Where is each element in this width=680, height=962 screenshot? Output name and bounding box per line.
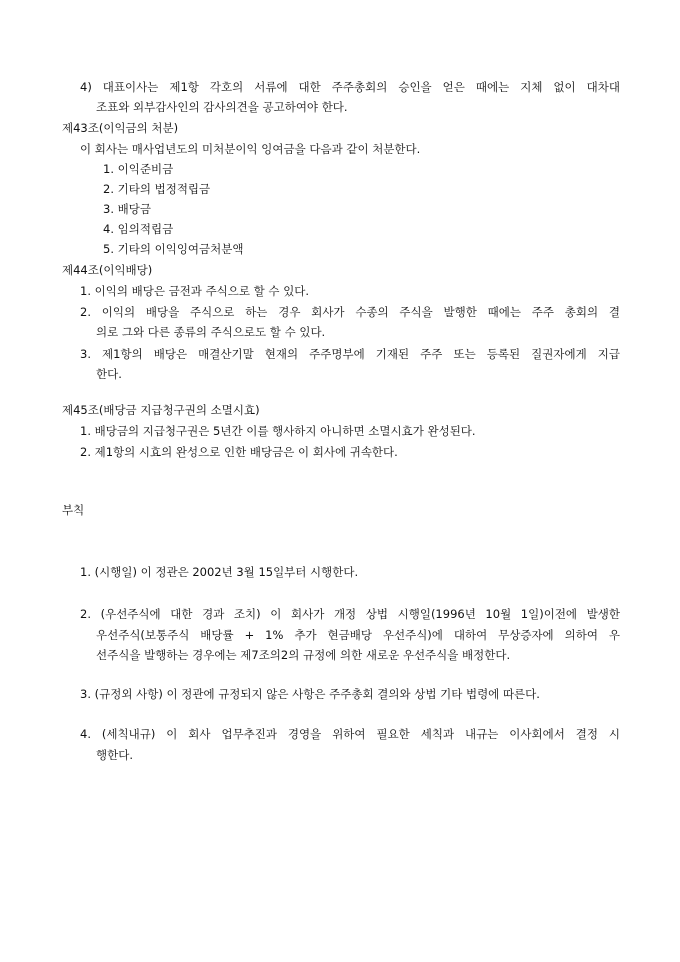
article-44-item-3: 3. 제1항의 배당은 매결산기말 현재의 주주명부에 기재된 주주 또는 등록된 질권자에게 지급 bbox=[80, 347, 620, 361]
addenda-item-4-cont: 행한다. bbox=[96, 748, 133, 762]
article-44-item-1: 1. 이익의 배당은 금전과 주식으로 할 수 있다. bbox=[80, 284, 310, 298]
article-43-item-2: 2. 기타의 법정적립금 bbox=[103, 182, 211, 196]
article-43-item-1: 1. 이익준비금 bbox=[103, 162, 174, 176]
article-44-item-2: 2. 이익의 배당을 주식으로 하는 경우 회사가 수종의 주식을 발행한 때에는 주주 총회의 결 bbox=[80, 305, 620, 319]
addenda-item-1: 1. (시행일) 이 정관은 2002년 3월 15일부터 시행한다. bbox=[80, 565, 359, 579]
article-43-item-3: 3. 배당금 bbox=[103, 202, 151, 216]
addenda-item-2-cont-1: 우선주식(보통주식 배당률 + 1% 추가 현금배당 우선주식)에 대하여 무상증자에 의하여 우 bbox=[96, 628, 620, 642]
article-43-item-5: 5. 기타의 이익잉여금처분액 bbox=[103, 242, 244, 256]
addenda-item-4: 4. (세칙내규) 이 회사 업무추진과 경영을 위하여 필요한 세칙과 내규는 이사회에서 결정 시 bbox=[80, 727, 620, 741]
article-43-body: 이 회사는 매사업년도의 미처분이익 잉여금을 다음과 같이 처분한다. bbox=[80, 142, 421, 156]
article-43-heading: 제43조(이익금의 처분) bbox=[62, 121, 179, 135]
article-45-item-1: 1. 배당금의 지급청구권은 5년간 이를 행사하지 아니하면 소멸시효가 완성된다. bbox=[80, 424, 476, 438]
addenda-item-3: 3. (규정외 사항) 이 정관에 규정되지 않은 사항은 주주총회 결의와 상법 기타 법령에 따른다. bbox=[80, 687, 540, 701]
addenda-item-2: 2. (우선주식에 대한 경과 조치) 이 회사가 개정 상법 시행일(1996년 10월 1일)이전에 발생한 bbox=[80, 607, 620, 621]
line-4-item4-cont: 조표와 외부감사인의 감사의견을 공고하여야 한다. bbox=[96, 100, 348, 114]
article-43-item-4: 4. 임의적립금 bbox=[103, 222, 174, 236]
article-45-heading: 제45조(배당금 지급청구권의 소멸시효) bbox=[62, 403, 260, 417]
addenda-item-2-cont-2: 선주식을 발행하는 경우에는 제7조의2의 규정에 의한 새로운 우선주식을 배정한다. bbox=[96, 648, 511, 662]
article-44-item-3-cont: 한다. bbox=[96, 367, 122, 381]
article-44-heading: 제44조(이익배당) bbox=[62, 263, 153, 277]
article-45-item-2: 2. 제1항의 시효의 완성으로 인한 배당금은 이 회사에 귀속한다. bbox=[80, 445, 398, 459]
line-4-item4: 4) 대표이사는 제1항 각호의 서류에 대한 주주총회의 승인을 얻은 때에는 지체 없이 대차대 bbox=[80, 80, 620, 94]
addenda-heading: 부칙 bbox=[62, 503, 85, 517]
article-44-item-2-cont: 의로 그와 다른 종류의 주식으로도 할 수 있다. bbox=[96, 325, 326, 339]
